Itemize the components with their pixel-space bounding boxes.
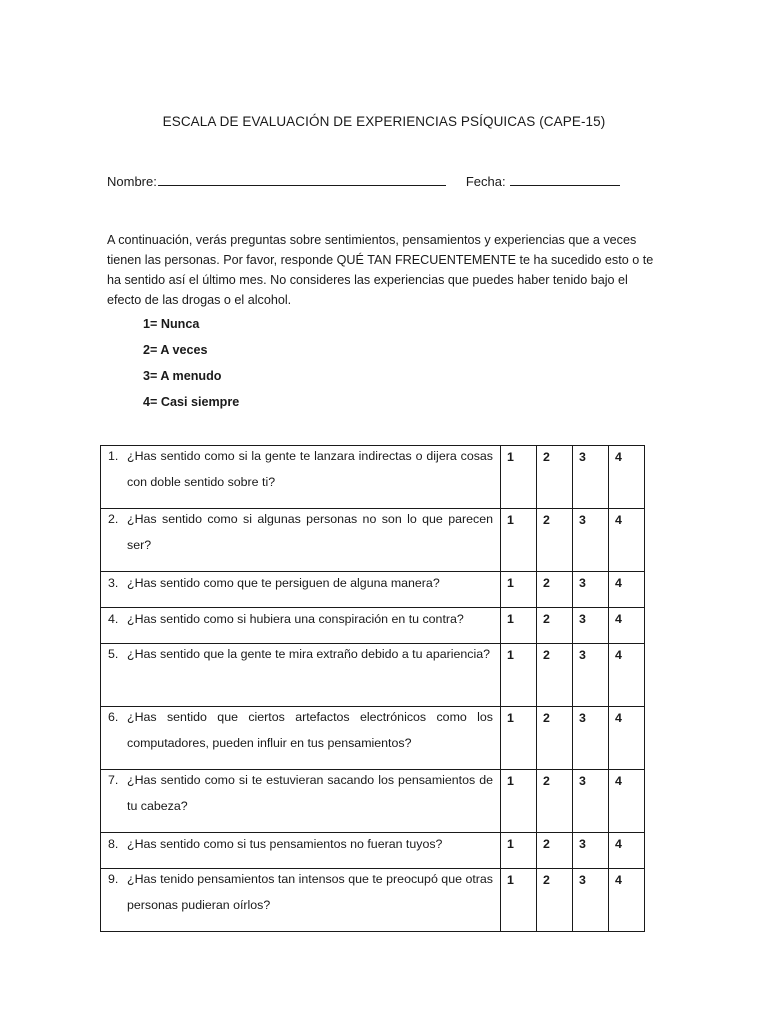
answer-option-2[interactable]: [537, 833, 573, 869]
answer-option-label: 4: [615, 648, 622, 662]
question-text: ¿Has sentido como si tus pensamientos no fueran tuyos?: [127, 837, 443, 851]
date-label: Fecha:: [465, 174, 506, 189]
answer-option-label: 1: [507, 648, 514, 662]
answer-option-label: 3: [579, 450, 586, 464]
answer-option-3[interactable]: [573, 833, 609, 869]
answer-option-label: 2: [543, 612, 550, 626]
answer-option-2[interactable]: [537, 707, 573, 770]
answer-option-label: 1: [507, 612, 514, 626]
answer-option-label: 4: [615, 873, 622, 887]
answer-option-1[interactable]: [501, 608, 537, 644]
name-label: Nombre:: [107, 174, 157, 189]
answer-option-label: 1: [507, 450, 514, 464]
answer-option-1[interactable]: [501, 770, 537, 833]
answer-option-2[interactable]: [537, 644, 573, 707]
question-cell: [101, 770, 501, 833]
answer-option-label: 4: [615, 774, 622, 788]
table-row: [101, 869, 645, 932]
answer-option-2[interactable]: [537, 572, 573, 608]
question-text: ¿Has sentido como si algunas personas no son lo que parecen ser?: [127, 512, 493, 552]
answer-option-label: 2: [543, 774, 550, 788]
table-row: [101, 446, 645, 509]
question-number: 4.: [108, 612, 119, 626]
question-cell: [101, 644, 501, 707]
answer-option-label: 1: [507, 513, 514, 527]
scale-item: 3= A menudo: [143, 369, 222, 383]
answer-option-4[interactable]: [609, 770, 645, 833]
answer-option-1[interactable]: [501, 572, 537, 608]
answer-option-label: 2: [543, 450, 550, 464]
question-text: ¿Has sentido que ciertos artefactos electrónicos como los computadores, pueden influir en tus pensamientos?: [127, 710, 493, 750]
question-cell: [101, 608, 501, 644]
table-row: [101, 644, 645, 707]
question-text: ¿Has sentido como si hubiera una conspiración en tu contra?: [127, 612, 464, 626]
answer-option-label: 4: [615, 513, 622, 527]
answer-option-label: 3: [579, 648, 586, 662]
answer-option-label: 3: [579, 873, 586, 887]
scale-item: 2= A veces: [143, 343, 208, 357]
question-cell: [101, 869, 501, 932]
table-row: [101, 509, 645, 572]
table-row: [101, 770, 645, 833]
question-cell: [101, 446, 501, 509]
table-row: [101, 608, 645, 644]
question-number: 3.: [108, 576, 119, 590]
answer-option-label: 2: [543, 576, 550, 590]
answer-option-label: 1: [507, 576, 514, 590]
answer-option-1[interactable]: [501, 833, 537, 869]
answer-option-4[interactable]: [609, 608, 645, 644]
answer-option-4[interactable]: [609, 869, 645, 932]
answer-option-2[interactable]: [537, 770, 573, 833]
answer-option-label: 3: [579, 576, 586, 590]
answer-option-label: 2: [543, 873, 550, 887]
answer-option-label: 4: [615, 576, 622, 590]
question-cell: [101, 833, 501, 869]
name-field[interactable]: [158, 173, 446, 186]
answer-option-label: 1: [507, 873, 514, 887]
scale-item: 1= Nunca: [143, 317, 200, 331]
answer-option-label: 3: [579, 612, 586, 626]
question-number: 2.: [108, 512, 119, 526]
question-number: 1.: [108, 449, 119, 463]
answer-option-3[interactable]: [573, 572, 609, 608]
answer-option-3[interactable]: [573, 608, 609, 644]
answer-option-label: 1: [507, 837, 514, 851]
answer-option-label: 3: [579, 711, 586, 725]
answer-option-label: 2: [543, 711, 550, 725]
answer-option-3[interactable]: [573, 644, 609, 707]
answer-option-4[interactable]: [609, 446, 645, 509]
answer-option-1[interactable]: [501, 644, 537, 707]
table-row: [101, 707, 645, 770]
response-scale: [143, 314, 239, 418]
answer-option-2[interactable]: [537, 608, 573, 644]
question-number: 5.: [108, 647, 119, 661]
questionnaire-table: [100, 445, 645, 932]
answer-option-4[interactable]: [609, 833, 645, 869]
answer-option-label: 3: [579, 837, 586, 851]
answer-option-1[interactable]: [501, 446, 537, 509]
answer-option-1[interactable]: [501, 869, 537, 932]
instructions: A continuación, verás preguntas sobre sentimientos, pensamientos y experiencias que a veces tienen las personas. Por favor, responde QUÉ TAN FRECUENTEMENTE te ha sucedido esto o te ha sentido así el último mes. No consideres las experiencias que puedes haber tenido bajo el efecto de las drogas o el alcohol.: [107, 233, 654, 307]
question-text: ¿Has sentido como si la gente te lanzara indirectas o dijera cosas con doble sentido sobre ti?: [127, 449, 493, 489]
answer-option-label: 2: [543, 513, 550, 527]
table-row: [101, 572, 645, 608]
question-number: 9.: [108, 872, 119, 886]
answer-option-4[interactable]: [609, 644, 645, 707]
question-number: 8.: [108, 837, 119, 851]
answer-option-2[interactable]: [537, 509, 573, 572]
question-text: ¿Has sentido como que te persiguen de alguna manera?: [127, 576, 440, 590]
answer-option-3[interactable]: [573, 707, 609, 770]
answer-option-label: 4: [615, 450, 622, 464]
question-number: 7.: [108, 773, 119, 787]
answer-option-1[interactable]: [501, 509, 537, 572]
answer-option-label: 4: [615, 711, 622, 725]
answer-option-4[interactable]: [609, 707, 645, 770]
answer-option-label: 3: [579, 774, 586, 788]
question-cell: [101, 707, 501, 770]
answer-option-2[interactable]: [537, 869, 573, 932]
question-cell: [101, 572, 501, 608]
answer-option-label: 1: [507, 774, 514, 788]
answer-option-3[interactable]: [573, 446, 609, 509]
answer-option-label: 1: [507, 711, 514, 725]
answer-option-label: 2: [543, 837, 550, 851]
answer-option-4[interactable]: [609, 572, 645, 608]
question-cell: [101, 509, 501, 572]
answer-option-label: 3: [579, 513, 586, 527]
answer-option-label: 4: [615, 837, 622, 851]
table-row: [101, 833, 645, 869]
answer-option-label: 2: [543, 648, 550, 662]
question-text: ¿Has tenido pensamientos tan intensos que te preocupó que otras personas pudieran oírlos?: [127, 872, 493, 912]
question-text: ¿Has sentido como si te estuvieran sacando los pensamientos de tu cabeza?: [127, 773, 493, 813]
question-text: ¿Has sentido que la gente te mira extraño debido a tu apariencia?: [127, 647, 491, 661]
scale-item: 4= Casi siempre: [143, 395, 240, 409]
page-title: ESCALA DE EVALUACIÓN DE EXPERIENCIAS PSÍQUICAS (CAPE-15): [162, 114, 606, 129]
date-field[interactable]: [510, 173, 620, 186]
answer-option-4[interactable]: [609, 509, 645, 572]
answer-option-1[interactable]: [501, 707, 537, 770]
answer-option-label: 4: [615, 612, 622, 626]
answer-option-3[interactable]: [573, 770, 609, 833]
answer-option-3[interactable]: [573, 509, 609, 572]
question-number: 6.: [108, 710, 119, 724]
answer-option-3[interactable]: [573, 869, 609, 932]
answer-option-2[interactable]: [537, 446, 573, 509]
header-fields: [107, 173, 620, 189]
